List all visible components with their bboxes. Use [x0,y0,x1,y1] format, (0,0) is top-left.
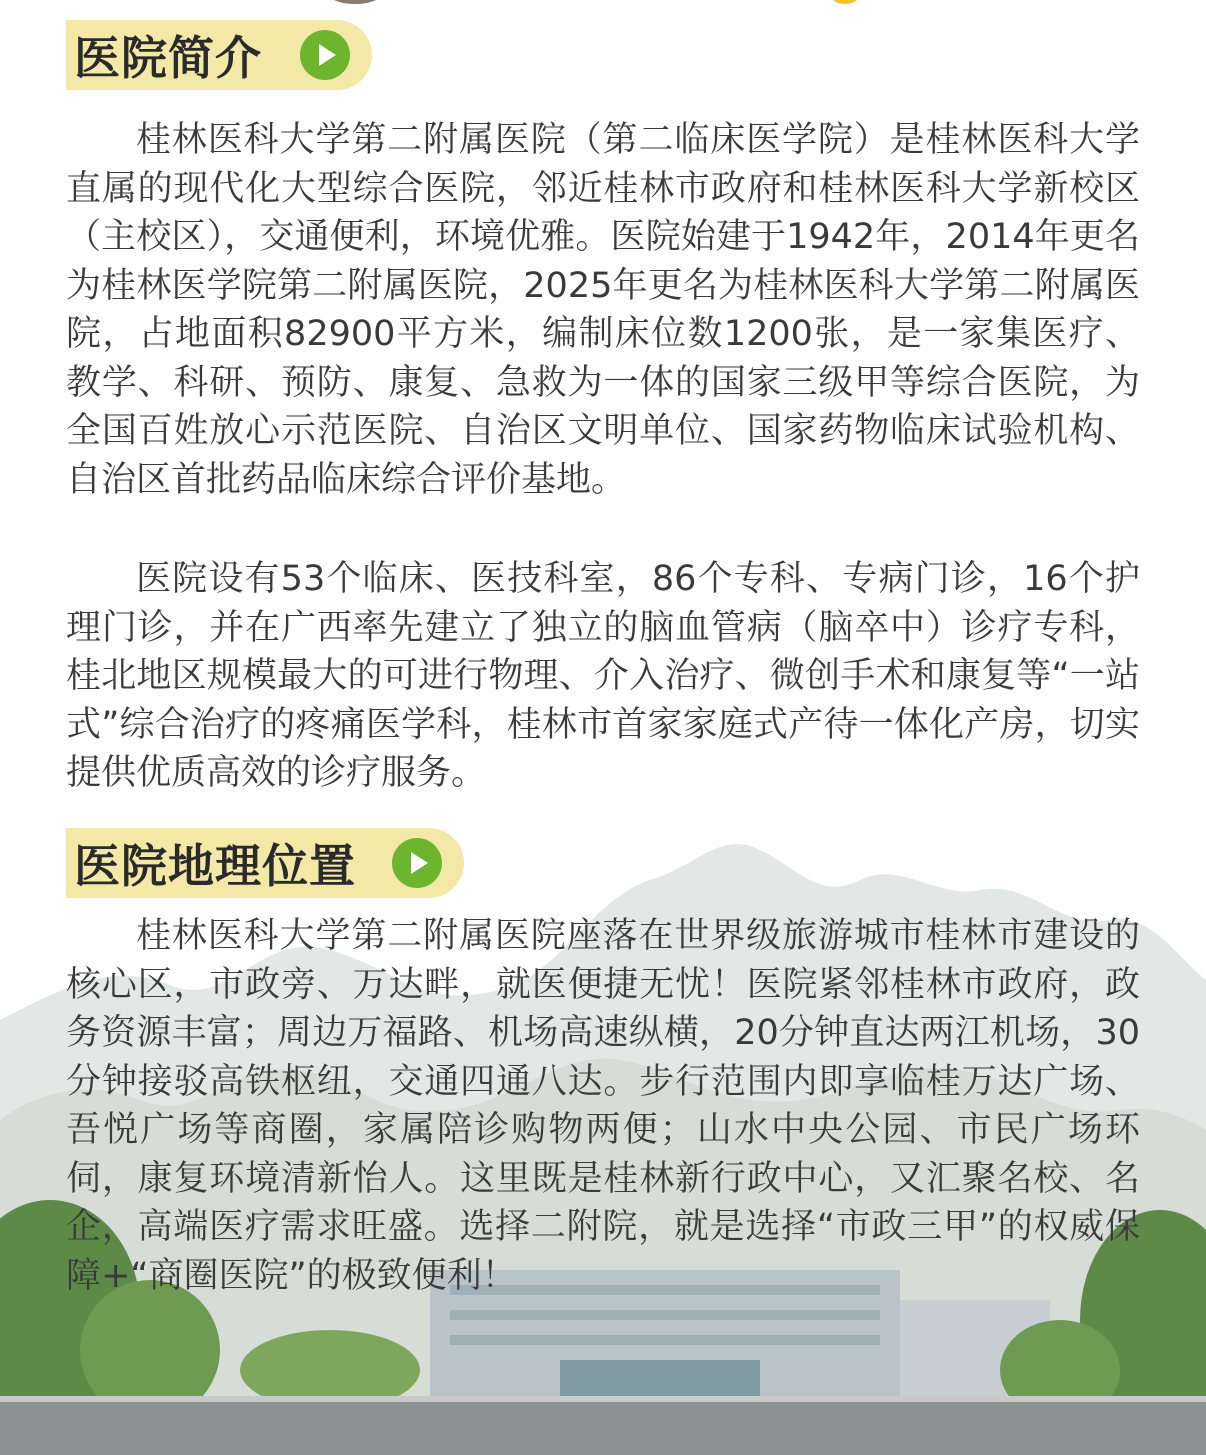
section-header-location [66,828,464,898]
section-header-intro [66,20,372,90]
location-paragraph: 桂林医科大学第二附属医院座落在世界级旅游城市桂林市建设的核心区，市政旁、万达畔，就医便捷无忧！医院紧邻桂林市政府，政务资源丰富；周边万福路、机场高速纵横，20分钟直达两江机场，30分钟接驳高铁枢纽，交通四通八达。步行范围内即享临桂万达广场、吾悦广场等商圈，家属陪诊购物两便；山水中央公园、市民广场环伺，康复环境清新怡人。这里既是桂林新行政中心，又汇聚名校、名企，高端医疗需求旺盛。选择二附院，就是选择“市政三甲”的权威保障+“商圈医院”的极致便利！ [66,916,1140,1296]
road [0,1400,1206,1455]
intro-paragraph-1: 桂林医科大学第二附属医院（第二临床医学院）是桂林医科大学直属的现代化大型综合医院，邻近桂林市政府和桂林医科大学新校区（主校区），交通便利，环境优雅。医院始建于1942年，2014年更名为桂林医学院第二附属医院，2025年更名为桂林医科大学第二附属医院，占地面积82900平方米，编制床位数1200张，是一家集医疗、教学、科研、预防、康复、急救为一体的国家三级甲等综合医院，为全国百姓放心示范医院、自治区文明单位、国家药物临床试验机构、自治区首批药品临床综合评价基地。 [66,120,1140,500]
play-icon [392,838,442,888]
intro-paragraph-2: 医院设有53个临床、医技科室，86个专科、专病门诊，16个护理门诊，并在广西率先建立了独立的脑血管病（脑卒中）诊疗专科，桂北地区规模最大的可进行物理、介入治疗、微创手术和康复等“一站式”综合治疗的疼痛医学科，桂林市首家家庭式产待一体化产房，切实提供优质高效的诊疗服务。 [66,559,1140,793]
play-icon [300,30,350,80]
section-title-location: 医院地理位置 [74,839,356,893]
section-title-intro: 医院简介 [74,31,262,85]
